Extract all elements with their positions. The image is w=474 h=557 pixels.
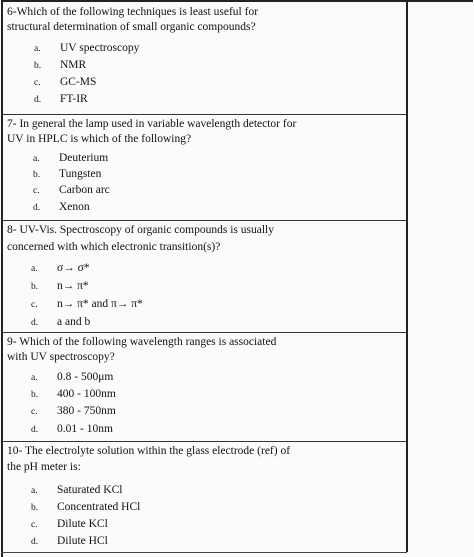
question-9-option-d[interactable]: [31, 422, 113, 437]
option-text: n→ π* and π→ π*: [57, 298, 143, 310]
question-10-option-b[interactable]: [31, 500, 140, 515]
option-letter: a.: [31, 373, 38, 383]
option-text: 400 - 100nm: [57, 388, 116, 400]
option-text: a and b: [57, 316, 91, 328]
question-separator: [2, 441, 406, 442]
question-9-option-b[interactable]: [31, 387, 116, 402]
option-letter: b.: [31, 390, 39, 400]
option-text: Xenon: [59, 201, 90, 213]
question-6-stem-line-1: 6-Which of the following techniques is least useful for: [7, 6, 259, 18]
option-text: Concentrated HCl: [57, 501, 141, 513]
option-text: UV spectroscopy: [60, 42, 140, 54]
question-9-stem-line-1: 9- Which of the following wavelength ranges is associated: [7, 336, 277, 348]
question-10-option-d[interactable]: [31, 534, 108, 549]
option-letter: a.: [31, 264, 38, 274]
page-border-left: [1, 0, 3, 557]
option-letter: b.: [31, 282, 39, 292]
question-6-option-d[interactable]: [34, 92, 88, 107]
option-text: Deuterium: [59, 152, 109, 164]
question-7-option-d[interactable]: [33, 200, 90, 215]
page-border-bottom: [1, 552, 407, 553]
option-letter: d.: [31, 425, 39, 435]
page-border-top: [1, 0, 473, 2]
question-8-option-a[interactable]: [31, 261, 90, 276]
option-letter: a.: [31, 486, 38, 496]
option-text: Dilute KCl: [57, 518, 108, 530]
option-letter: a.: [34, 44, 41, 54]
option-letter: b.: [34, 61, 42, 71]
question-7-stem-line-1: 7- In general the lamp used in variable wavelength detector for: [7, 118, 297, 130]
option-text: FT-IR: [60, 93, 88, 105]
option-letter: b.: [31, 503, 39, 513]
option-text: 380 - 750nm: [57, 405, 116, 417]
option-text: Tungsten: [59, 168, 102, 180]
option-letter: c.: [31, 300, 38, 310]
question-6-stem-line-2: structural determination of small organic compounds?: [7, 21, 256, 33]
option-letter: d.: [34, 95, 42, 105]
question-10-option-c[interactable]: [31, 517, 108, 532]
option-letter: d.: [31, 318, 39, 328]
question-7-option-b[interactable]: [33, 167, 101, 182]
question-9-option-c[interactable]: [31, 404, 116, 419]
question-8-option-c[interactable]: [31, 297, 143, 312]
option-text: 0.01 - 10nm: [57, 423, 113, 435]
page-border-right: [406, 0, 408, 552]
option-text: n→ π*: [57, 280, 89, 292]
question-separator: [2, 114, 406, 115]
question-8-stem-line-2: concerned with which electronic transition(s)?: [7, 241, 221, 253]
question-8-option-b[interactable]: [31, 279, 89, 294]
option-letter: c.: [31, 520, 38, 530]
option-text: Dilute HCl: [57, 535, 108, 547]
option-letter: c.: [33, 186, 40, 196]
question-7-option-a[interactable]: [33, 151, 108, 166]
question-10-stem-line-1: 10- The electrolyte solution within the glass electrode (ref) of: [7, 445, 291, 457]
option-letter: d.: [33, 203, 41, 213]
option-text: σ→ σ*: [57, 262, 90, 274]
option-letter: d.: [31, 537, 39, 547]
option-letter: a.: [33, 154, 40, 164]
question-9-option-a[interactable]: [31, 370, 113, 385]
option-text: Carbon arc: [59, 184, 110, 196]
question-separator: [2, 332, 406, 333]
option-text: NMR: [60, 59, 87, 71]
question-8-stem-line-1: 8- UV-Vis. Spectroscopy of organic compounds is usually: [7, 224, 274, 236]
question-10-stem-line-2: the pH meter is:: [7, 461, 81, 473]
option-text: Saturated KCl: [57, 484, 123, 496]
question-8-option-d[interactable]: [31, 315, 90, 330]
question-6-option-b[interactable]: [34, 58, 86, 73]
option-text: 0.8 - 500μm: [57, 371, 114, 383]
question-6-option-a[interactable]: [34, 41, 139, 56]
question-7-option-c[interactable]: [33, 183, 110, 198]
question-separator: [2, 220, 406, 221]
option-letter: c.: [31, 407, 38, 417]
option-text: GC-MS: [60, 76, 97, 88]
option-letter: c.: [34, 78, 41, 88]
question-6-option-c[interactable]: [34, 75, 96, 90]
option-letter: b.: [33, 170, 41, 180]
question-7-stem-line-2: UV in HPLC is which of the following?: [7, 133, 192, 145]
question-10-option-a[interactable]: [31, 483, 122, 498]
question-9-stem-line-2: with UV spectroscopy?: [7, 351, 115, 363]
